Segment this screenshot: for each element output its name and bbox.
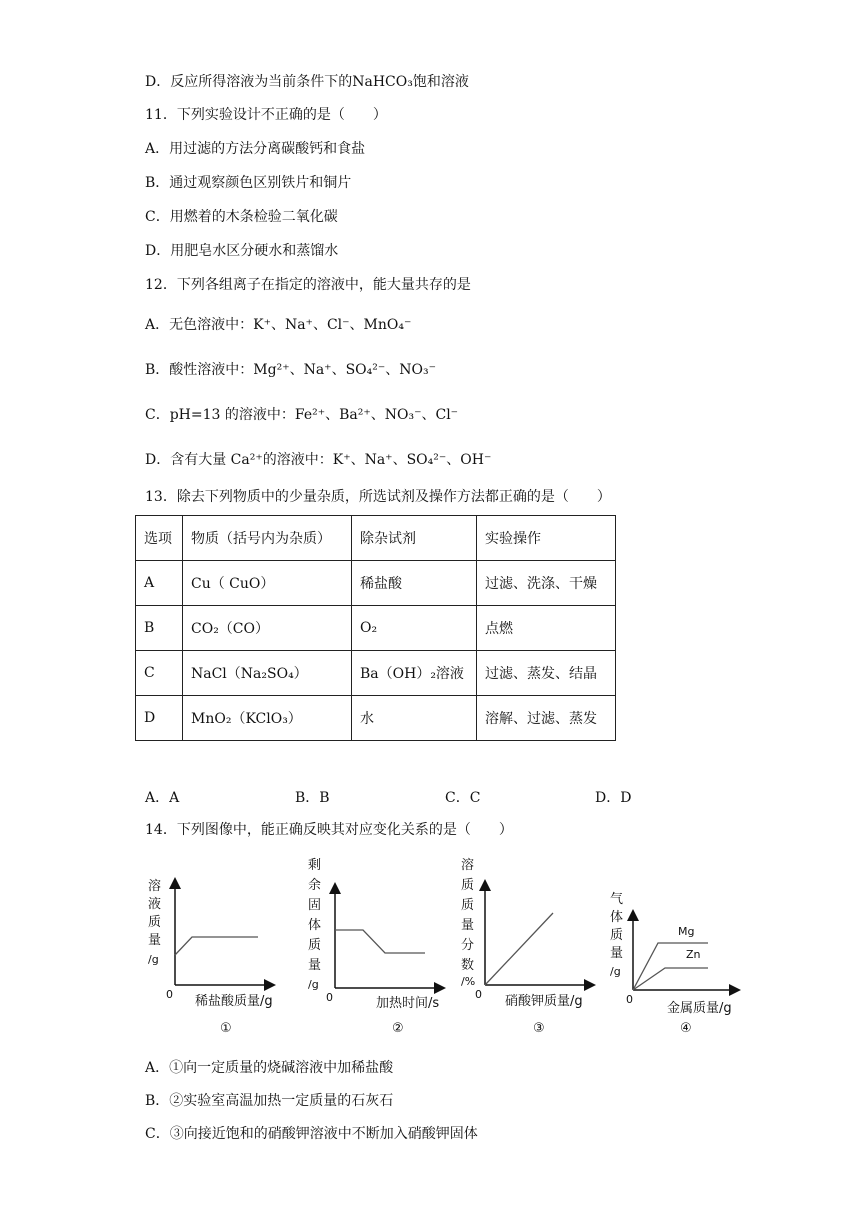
table-cell: 点燃 bbox=[477, 606, 616, 651]
q13-stem: 13．除去下列物质中的少量杂质，所选试剂及操作方法都正确的是（ ） bbox=[145, 489, 611, 505]
table-cell: NaCl（Na₂SO₄） bbox=[183, 651, 352, 696]
q11-stem: 11．下列实验设计不正确的是（ ） bbox=[145, 107, 387, 123]
q14-option-a: A．①向一定质量的烧碱溶液中加稀盐酸 bbox=[145, 1060, 394, 1076]
table-cell: 过滤、洗涤、干燥 bbox=[477, 561, 616, 606]
q13-answer-b: B．B bbox=[295, 790, 330, 806]
graph-3-ylabel: 溶 bbox=[461, 858, 475, 873]
graph-1-ylabel: 溶 bbox=[148, 879, 162, 894]
graph-1-ylabel-unit: /g bbox=[148, 953, 159, 966]
table-row bbox=[136, 561, 616, 606]
graph-4-ylabel-unit: /g bbox=[610, 965, 621, 978]
graph-1-ylabel: 量 bbox=[148, 933, 162, 948]
graph-1-ylabel: 液 bbox=[148, 897, 162, 912]
graph-2-ylabel: 体 bbox=[308, 918, 322, 933]
graph-4-ylabel: 量 bbox=[610, 946, 624, 961]
graph-4-series-mg: Mg bbox=[678, 925, 695, 938]
graph-4-xlabel: 金属质量/g bbox=[667, 1001, 732, 1016]
graph-2 bbox=[300, 855, 460, 1040]
table-cell: 过滤、蒸发、结晶 bbox=[477, 651, 616, 696]
graph-3-xlabel: 硝酸钾质量/g bbox=[505, 994, 583, 1009]
graph-3-ylabel: 分 bbox=[461, 938, 475, 953]
graph-4-origin: 0 bbox=[626, 993, 633, 1006]
table-header-row bbox=[136, 516, 616, 561]
graph-2-ylabel-unit: /g bbox=[308, 978, 319, 991]
q12-option-a: A．无色溶液中：K⁺、Na⁺、Cl⁻、MnO₄⁻ bbox=[145, 317, 412, 333]
table-header-cell: 除杂试剂 bbox=[352, 516, 477, 561]
graph-4-ylabel: 体 bbox=[610, 910, 624, 925]
table-header-cell: 选项 bbox=[136, 516, 183, 561]
graph-3-ylabel: 量 bbox=[461, 918, 475, 933]
graph-3-caption: ③ bbox=[533, 1021, 545, 1036]
graph-4-ylabel: 质 bbox=[610, 928, 624, 943]
q13-table bbox=[135, 515, 616, 741]
table-cell: 水 bbox=[352, 696, 477, 741]
graph-3-ylabel: 质 bbox=[461, 878, 475, 893]
table-cell: D bbox=[136, 696, 183, 741]
table-header-cell: 物质（括号内为杂质） bbox=[183, 516, 352, 561]
table-cell: O₂ bbox=[352, 606, 477, 651]
graph-4-caption: ④ bbox=[680, 1021, 692, 1036]
graph-2-xlabel: 加热时间/s bbox=[376, 996, 440, 1011]
table-cell: MnO₂（KClO₃） bbox=[183, 696, 352, 741]
q11-option-b: B．通过观察颜色区别铁片和铜片 bbox=[145, 175, 352, 191]
q11-option-d: D．用肥皂水区分硬水和蒸馏水 bbox=[145, 243, 339, 259]
graph-4-series-zn: Zn bbox=[686, 948, 701, 961]
graph-2-origin: 0 bbox=[326, 991, 333, 1004]
table-row bbox=[136, 651, 616, 696]
graph-2-ylabel: 质 bbox=[308, 938, 322, 953]
graph-1-caption: ① bbox=[220, 1021, 232, 1036]
graph-1-ylabel: 质 bbox=[148, 915, 162, 930]
graph-2-ylabel: 剩 bbox=[308, 858, 322, 873]
graph-3-curve bbox=[485, 913, 553, 985]
graph-2-svg bbox=[300, 855, 460, 1040]
graph-4-ylabel: 气 bbox=[610, 892, 624, 907]
graph-3-svg bbox=[455, 855, 605, 1040]
graph-1-svg bbox=[140, 855, 290, 1040]
table-cell: B bbox=[136, 606, 183, 651]
graph-1-origin: 0 bbox=[166, 988, 173, 1001]
q11-option-c: C．用燃着的木条检验二氧化碳 bbox=[145, 209, 338, 225]
q13-answer-c: C．C bbox=[445, 790, 481, 806]
table-header-cell: 实验操作 bbox=[477, 516, 616, 561]
graph-2-caption: ② bbox=[392, 1021, 404, 1036]
q14-option-b: B．②实验室高温加热一定质量的石灰石 bbox=[145, 1093, 394, 1109]
graph-4 bbox=[605, 855, 755, 1040]
graph-3-ylabel: 质 bbox=[461, 898, 475, 913]
q12-option-c: C．pH=13 的溶液中：Fe²⁺、Ba²⁺、NO₃⁻、Cl⁻ bbox=[145, 407, 459, 423]
graph-4-svg bbox=[605, 855, 755, 1040]
table-row bbox=[136, 696, 616, 741]
table-cell: 溶解、过滤、蒸发 bbox=[477, 696, 616, 741]
graph-4-curve-zn bbox=[633, 968, 708, 990]
q13-answer-a: A．A bbox=[145, 790, 180, 806]
q13-answer-d: D．D bbox=[595, 790, 632, 806]
table-cell: Ba（OH）₂溶液 bbox=[352, 651, 477, 696]
table-cell: CO₂（CO） bbox=[183, 606, 352, 651]
graph-1-xlabel: 稀盐酸质量/g bbox=[195, 994, 273, 1009]
graph-3-ylabel-unit: /% bbox=[461, 975, 476, 988]
table-cell: 稀盐酸 bbox=[352, 561, 477, 606]
q14-option-c: C．③向接近饱和的硝酸钾溶液中不断加入硝酸钾固体 bbox=[145, 1126, 478, 1142]
q11-option-a: A．用过滤的方法分离碳酸钙和食盐 bbox=[145, 141, 366, 157]
graph-3-origin: 0 bbox=[475, 988, 482, 1001]
table-cell: A bbox=[136, 561, 183, 606]
q12-option-d: D．含有大量 Ca²⁺的溶液中：K⁺、Na⁺、SO₄²⁻、OH⁻ bbox=[145, 452, 492, 468]
graph-2-ylabel: 余 bbox=[308, 878, 322, 893]
q10-option-d: D．反应所得溶液为当前条件下的NaHCO₃饱和溶液 bbox=[145, 74, 469, 90]
graph-3 bbox=[455, 855, 605, 1040]
graph-1-curve bbox=[175, 937, 258, 955]
q12-stem: 12．下列各组离子在指定的溶液中，能大量共存的是 bbox=[145, 277, 471, 293]
graph-3-ylabel: 数 bbox=[461, 958, 475, 973]
graph-2-curve bbox=[335, 930, 425, 953]
graph-2-ylabel: 量 bbox=[308, 958, 322, 973]
q12-option-b: B．酸性溶液中：Mg²⁺、Na⁺、SO₄²⁻、NO₃⁻ bbox=[145, 362, 436, 378]
graph-1 bbox=[140, 855, 290, 1040]
q14-stem: 14．下列图像中，能正确反映其对应变化关系的是（ ） bbox=[145, 822, 513, 838]
table-cell: C bbox=[136, 651, 183, 696]
table-row bbox=[136, 606, 616, 651]
graph-2-ylabel: 固 bbox=[308, 898, 322, 913]
table-cell: Cu（ CuO） bbox=[183, 561, 352, 606]
